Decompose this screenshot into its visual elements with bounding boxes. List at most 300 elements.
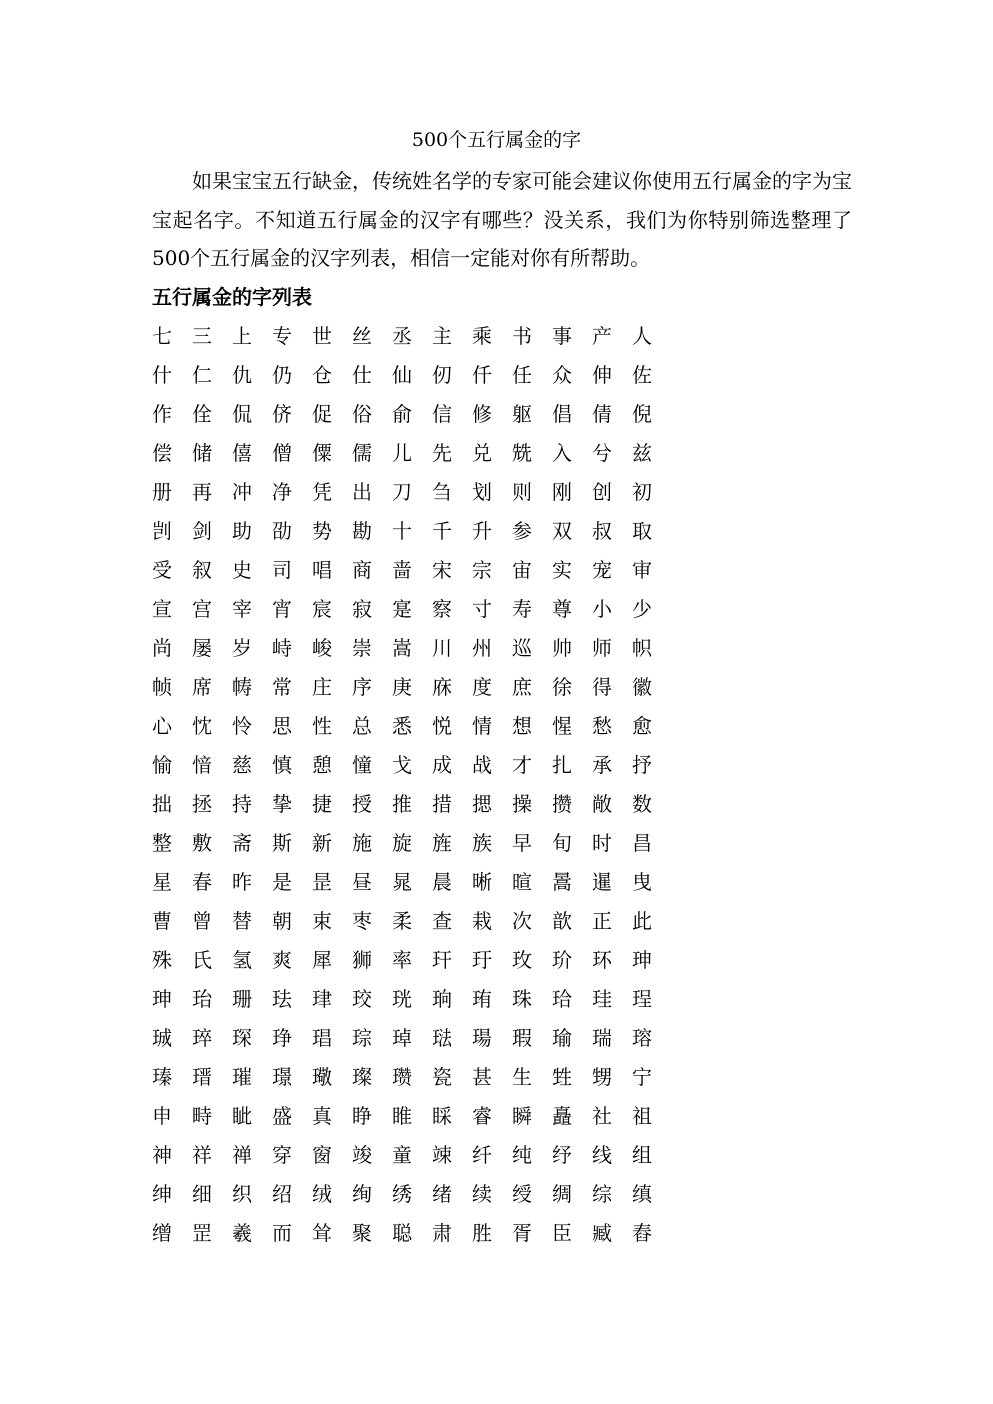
character-cell: 宁 [632,1064,652,1089]
character-cell: 侪 [272,401,292,426]
character-cell: 十 [392,518,412,543]
character-cell: 上 [232,323,252,348]
character-cell: 暹 [592,869,612,894]
character-cell: 州 [472,635,492,660]
character-cell: 专 [272,323,292,348]
character-cell: 商 [352,557,372,582]
character-cell: 舂 [632,1220,652,1245]
character-cell: 绪 [432,1181,452,1206]
character-cell: 珐 [272,986,292,1011]
character-cell: 乘 [472,323,492,348]
character-cell: 真 [312,1103,332,1128]
character-cell: 心 [152,713,172,738]
character-cell: 丞 [392,323,412,348]
character-cell: 唱 [312,557,332,582]
character-cell: 兟 [512,440,532,465]
character-cell: 曹 [152,908,172,933]
character-cell: 慎 [272,752,292,777]
character-cell: 兹 [632,440,652,465]
character-cell: 综 [592,1181,612,1206]
character-cell: 玫 [512,947,532,972]
character-row [142,511,682,550]
character-cell: 瑞 [592,1025,612,1050]
character-cell: 聚 [352,1220,372,1245]
character-cell: 宵 [272,596,292,621]
character-cell: 旌 [432,830,452,855]
character-row [142,550,682,589]
character-cell: 珅 [632,947,652,972]
character-row [142,628,682,667]
character-cell: 查 [432,908,452,933]
character-cell: 产 [592,323,612,348]
character-cell: 思 [272,713,292,738]
character-cell: 则 [512,479,532,504]
character-cell: 作 [152,401,172,426]
character-cell: 绍 [272,1181,292,1206]
character-cell: 刀 [392,479,412,504]
character-cell: 嵩 [392,635,412,660]
character-cell: 睿 [472,1103,492,1128]
character-cell: 率 [392,947,412,972]
character-cell: 佺 [192,401,212,426]
character-cell: 神 [152,1142,172,1167]
character-cell: 宸 [312,596,332,621]
character-cell: 珆 [192,986,212,1011]
character-cell: 惺 [552,713,572,738]
character-cell: 甡 [552,1064,572,1089]
character-cell: 珓 [352,986,372,1011]
character-cell: 琗 [192,1025,212,1050]
character-row [142,1174,682,1213]
character-cell: 审 [632,557,652,582]
character-cell: 暠 [552,869,572,894]
character-cell: 帜 [632,635,652,660]
character-cell: 啬 [392,557,412,582]
character-cell: 线 [592,1142,612,1167]
character-cell: 缯 [152,1220,172,1245]
character-cell: 宋 [432,557,452,582]
character-cell: 屡 [192,635,212,660]
character-cell: 晨 [432,869,452,894]
character-cell: 什 [152,362,172,387]
character-cell: 旋 [392,830,412,855]
character-cell: 罡 [192,1220,212,1245]
character-cell: 晰 [472,869,492,894]
character-cell: 察 [432,596,452,621]
character-cell: 刍 [432,479,452,504]
character-cell: 储 [192,440,212,465]
character-cell: 晁 [392,869,412,894]
character-cell: 宰 [232,596,252,621]
character-cell: 千 [432,518,452,543]
character-cell: 峻 [312,635,332,660]
character-cell: 珒 [312,986,332,1011]
character-cell: 胥 [512,1220,532,1245]
character-cell: 叔 [592,518,612,543]
character-cell: 玕 [432,947,452,972]
character-cell: 想 [512,713,532,738]
character-cell: 璀 [232,1064,252,1089]
document-title: 500个五行属金的字 [411,129,582,151]
character-cell: 儿 [392,440,412,465]
character-cell: 攒 [552,791,572,816]
character-cell: 僳 [312,440,332,465]
character-cell: 施 [352,830,372,855]
character-cell: 绣 [392,1181,412,1206]
character-cell: 胜 [472,1220,492,1245]
character-cell: 栽 [472,908,492,933]
character-cell: 僧 [272,440,292,465]
character-cell: 愉 [152,752,172,777]
character-cell: 曳 [632,869,652,894]
character-cell: 睢 [392,1103,412,1128]
character-cell: 瑕 [512,1025,532,1050]
character-cell: 肃 [432,1220,452,1245]
character-cell: 叙 [192,557,212,582]
character-cell: 寂 [352,596,372,621]
character-cell: 纤 [472,1142,492,1167]
character-cell: 尚 [152,635,172,660]
character-cell: 入 [552,440,572,465]
character-cell: 伸 [592,362,612,387]
character-cell: 祖 [632,1103,652,1128]
character-cell: 新 [312,830,332,855]
character-cell: 势 [312,518,332,543]
character-cell: 册 [152,479,172,504]
character-cell: 仇 [232,362,252,387]
character-cell: 仕 [352,362,372,387]
character-cell: 寿 [512,596,532,621]
character-cell: 斋 [232,830,252,855]
character-cell: 珹 [152,1025,172,1050]
character-cell: 倪 [632,401,652,426]
character-cell: 信 [432,401,452,426]
character-cell: 拙 [152,791,172,816]
character-cell: 寸 [472,596,492,621]
character-cell: 瑜 [552,1025,572,1050]
character-cell: 才 [512,752,532,777]
character-cell: 珦 [432,986,452,1011]
character-cell: 组 [632,1142,652,1167]
character-cell: 窗 [312,1142,332,1167]
character-cell: 操 [512,791,532,816]
character-cell: 司 [272,557,292,582]
character-cell: 禅 [232,1142,252,1167]
character-cell: 琮 [352,1025,372,1050]
character-row [142,706,682,745]
character-cell: 拯 [192,791,212,816]
character-cell: 兮 [592,440,612,465]
character-cell: 受 [152,557,172,582]
character-cell: 珨 [552,986,572,1011]
character-cell: 俞 [392,401,412,426]
character-cell: 羲 [232,1220,252,1245]
character-row [142,355,682,394]
character-cell: 宫 [192,596,212,621]
character-cell: 仟 [472,362,492,387]
character-cell: 寔 [392,596,412,621]
character-cell: 升 [472,518,492,543]
character-cell: 申 [152,1103,172,1128]
character-cell: 挚 [272,791,292,816]
character-cell: 珵 [632,986,652,1011]
character-row [142,472,682,511]
character-cell: 氢 [232,947,252,972]
character-cell: 绒 [312,1181,332,1206]
character-cell: 助 [232,518,252,543]
character-row [142,589,682,628]
character-cell: 早 [512,830,532,855]
character-cell: 巡 [512,635,532,660]
character-cell: 瞬 [512,1103,532,1128]
character-cell: 双 [552,518,572,543]
character-cell: 数 [632,791,652,816]
character-cell: 世 [312,323,332,348]
character-cell: 璨 [352,1064,372,1089]
character-cell: 睁 [352,1103,372,1128]
character-cell: 儒 [352,440,372,465]
character-cell: 宠 [592,557,612,582]
character-cell: 而 [272,1220,292,1245]
character-cell: 仁 [192,362,212,387]
character-cell: 盛 [272,1103,292,1128]
character-cell: 琤 [272,1025,292,1050]
character-cell: 仍 [272,362,292,387]
character-row [142,433,682,472]
character-cell: 暄 [512,869,532,894]
character-cell: 朝 [272,908,292,933]
character-cell: 初 [632,479,652,504]
character-cell: 缜 [632,1181,652,1206]
character-cell: 捷 [312,791,332,816]
character-cell: 时 [592,830,612,855]
character-cell: 措 [432,791,452,816]
character-cell: 岁 [232,635,252,660]
character-row [142,667,682,706]
character-cell: 纾 [552,1142,572,1167]
character-cell: 绅 [152,1181,172,1206]
character-cell: 宣 [152,596,172,621]
character-cell: 众 [552,362,572,387]
character-cell: 推 [392,791,412,816]
character-cell: 愈 [632,713,652,738]
character-cell: 修 [472,401,492,426]
character-cell: 少 [632,596,652,621]
character-cell: 矗 [552,1103,572,1128]
character-cell: 歆 [552,908,572,933]
character-cell: 庥 [432,674,452,699]
character-cell: 悦 [432,713,452,738]
character-cell: 珖 [392,986,412,1011]
character-cell: 臧 [592,1220,612,1245]
character-cell: 忱 [192,713,212,738]
character-cell: 昼 [352,869,372,894]
character-cell: 生 [512,1064,532,1089]
character-cell: 族 [472,830,492,855]
character-cell: 劭 [272,518,292,543]
character-cell: 穿 [272,1142,292,1167]
character-cell: 丝 [352,323,372,348]
character-cell: 臣 [552,1220,572,1245]
character-cell: 续 [472,1181,492,1206]
character-cell: 任 [512,362,532,387]
character-cell: 扎 [552,752,572,777]
character-cell: 取 [632,518,652,543]
character-cell: 瑒 [472,1025,492,1050]
character-cell: 曾 [192,908,212,933]
character-cell: 崇 [352,635,372,660]
character-cell: 事 [552,323,572,348]
character-cell: 玗 [472,947,492,972]
character-cell: 玠 [552,947,572,972]
character-cell: 剑 [192,518,212,543]
character-cell: 侃 [232,401,252,426]
character-cell: 此 [632,908,652,933]
character-cell: 爽 [272,947,292,972]
character-cell: 敞 [592,791,612,816]
character-row [142,1213,682,1252]
character-cell: 序 [352,674,372,699]
character-cell: 帱 [232,674,252,699]
character-cell: 净 [272,479,292,504]
character-cell: 瓒 [392,1064,412,1089]
character-cell: 徽 [632,674,652,699]
character-cell: 宗 [472,557,492,582]
character-cell: 昌 [632,830,652,855]
character-cell: 春 [192,869,212,894]
character-cell: 书 [512,323,532,348]
character-cell: 甥 [592,1064,612,1089]
character-cell: 犀 [312,947,332,972]
character-row [142,1096,682,1135]
character-cell: 僖 [232,440,252,465]
character-cell: 耸 [312,1220,332,1245]
character-cell: 凭 [312,479,332,504]
character-cell: 抒 [632,752,652,777]
character-cell: 成 [432,752,452,777]
character-cell: 创 [592,479,612,504]
character-cell: 瑨 [192,1064,212,1089]
character-row [142,1018,682,1057]
character-cell: 琺 [432,1025,452,1050]
character-cell: 纯 [512,1142,532,1167]
character-cell: 划 [472,479,492,504]
character-cell: 慈 [232,752,252,777]
character-row [142,316,682,355]
character-cell: 宙 [512,557,532,582]
character-cell: 正 [592,908,612,933]
character-cell: 悉 [392,713,412,738]
character-cell: 出 [352,479,372,504]
character-cell: 细 [192,1181,212,1206]
character-cell: 绶 [512,1181,532,1206]
character-cell: 琸 [392,1025,412,1050]
character-cell: 瓷 [432,1064,452,1089]
character-cell: 瑧 [152,1064,172,1089]
character-cell: 度 [472,674,492,699]
character-cell: 持 [232,791,252,816]
character-cell: 战 [472,752,492,777]
character-cell: 昰 [312,869,332,894]
character-cell: 倩 [592,401,612,426]
character-row [142,394,682,433]
character-cell: 星 [152,869,172,894]
character-cell: 勘 [352,518,372,543]
character-cell: 实 [552,557,572,582]
character-row [142,1135,682,1174]
character-cell: 琩 [312,1025,332,1050]
character-row [142,940,682,979]
character-cell: 庚 [392,674,412,699]
character-cell: 愔 [192,752,212,777]
character-row [142,1057,682,1096]
character-cell: 柔 [392,908,412,933]
character-cell: 环 [592,947,612,972]
character-cell: 憩 [312,752,332,777]
character-cell: 人 [632,323,652,348]
character-row [142,979,682,1018]
character-cell: 是 [272,869,292,894]
character-cell: 席 [192,674,212,699]
character-cell: 怜 [232,713,252,738]
character-cell: 戈 [392,752,412,777]
character-cell: 先 [432,440,452,465]
character-cell: 琛 [232,1025,252,1050]
character-cell: 剀 [152,518,172,543]
character-cell: 尊 [552,596,572,621]
character-cell: 瑢 [632,1025,652,1050]
character-cell: 总 [352,713,372,738]
character-cell: 师 [592,635,612,660]
character-cell: 狮 [352,947,372,972]
character-cell: 旬 [552,830,572,855]
character-cell: 束 [312,908,332,933]
character-cell: 再 [192,479,212,504]
character-cell: 承 [592,752,612,777]
character-cell: 珅 [152,986,172,1011]
character-row [142,862,682,901]
character-cell: 竣 [352,1142,372,1167]
character-cell: 偿 [152,440,172,465]
character-row [142,823,682,862]
character-row [142,745,682,784]
character-cell: 躯 [512,401,532,426]
character-cell: 昨 [232,869,252,894]
character-cell: 璥 [312,1064,332,1089]
character-cell: 七 [152,323,172,348]
character-cell: 仞 [432,362,452,387]
character-cell: 珊 [232,986,252,1011]
character-cell: 俗 [352,401,372,426]
character-table [142,316,682,1252]
character-row [142,901,682,940]
character-cell: 参 [512,518,532,543]
character-cell: 授 [352,791,372,816]
character-cell: 斯 [272,830,292,855]
character-cell: 祥 [192,1142,212,1167]
character-cell: 甚 [472,1064,492,1089]
character-cell: 促 [312,401,332,426]
character-cell: 仓 [312,362,332,387]
character-row [142,784,682,823]
character-cell: 氏 [192,947,212,972]
character-cell: 织 [232,1181,252,1206]
character-cell: 绚 [352,1181,372,1206]
character-cell: 眦 [232,1103,252,1128]
character-cell: 枣 [352,908,372,933]
character-cell: 帅 [552,635,572,660]
character-cell: 兑 [472,440,492,465]
